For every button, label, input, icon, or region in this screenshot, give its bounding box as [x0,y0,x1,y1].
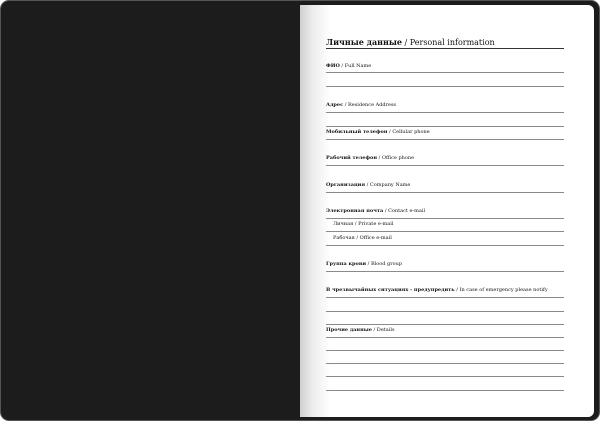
email-private-line[interactable] [326,231,564,232]
company-line[interactable] [326,192,564,193]
mobile-line[interactable] [326,139,564,140]
email-line[interactable] [326,218,564,219]
full-name-line[interactable] [326,72,564,73]
emergency-label: В чрезвычайных ситуациях - предупредить / In case of emergency please notify [326,287,548,293]
email-office-line[interactable] [326,245,564,246]
full-name-label: ФИО / Full Name [326,63,372,69]
details-line[interactable] [326,390,564,391]
emergency-line[interactable] [326,297,564,298]
details-line[interactable] [326,350,564,351]
address-line[interactable] [326,126,564,127]
details-label: Прочие данные / Details [326,327,395,333]
details-line[interactable] [326,363,564,364]
details-line[interactable] [326,337,564,338]
personal-info-page [300,5,594,417]
title-underline [326,48,564,49]
full-name-line[interactable] [326,86,564,87]
mobile-label: Мобильный телефон / Cellular phone [326,129,430,135]
email-office-label: Рабочая / Office e-mail [333,235,392,241]
title-en: / Personal information [404,38,495,47]
blood-group-label: Группа крови / Blood group [326,261,403,267]
office-phone-label: Рабочий телефон / Office phone [326,155,415,161]
emergency-line[interactable] [326,311,564,312]
page-title [326,37,495,47]
email-label: Электронная почта / Contact e-mail [326,208,426,214]
title-ru: Личные данные [326,37,402,47]
address-line[interactable] [326,112,564,113]
company-label: Организация / Company Name [326,182,411,188]
details-line[interactable] [326,376,564,377]
address-label: Адрес / Residence Address [326,102,397,108]
office-phone-line[interactable] [326,165,564,166]
email-private-label: Личная / Private e-mail [333,221,394,227]
form-content [326,5,564,417]
blood-group-line[interactable] [326,271,564,272]
emergency-line[interactable] [326,324,564,325]
